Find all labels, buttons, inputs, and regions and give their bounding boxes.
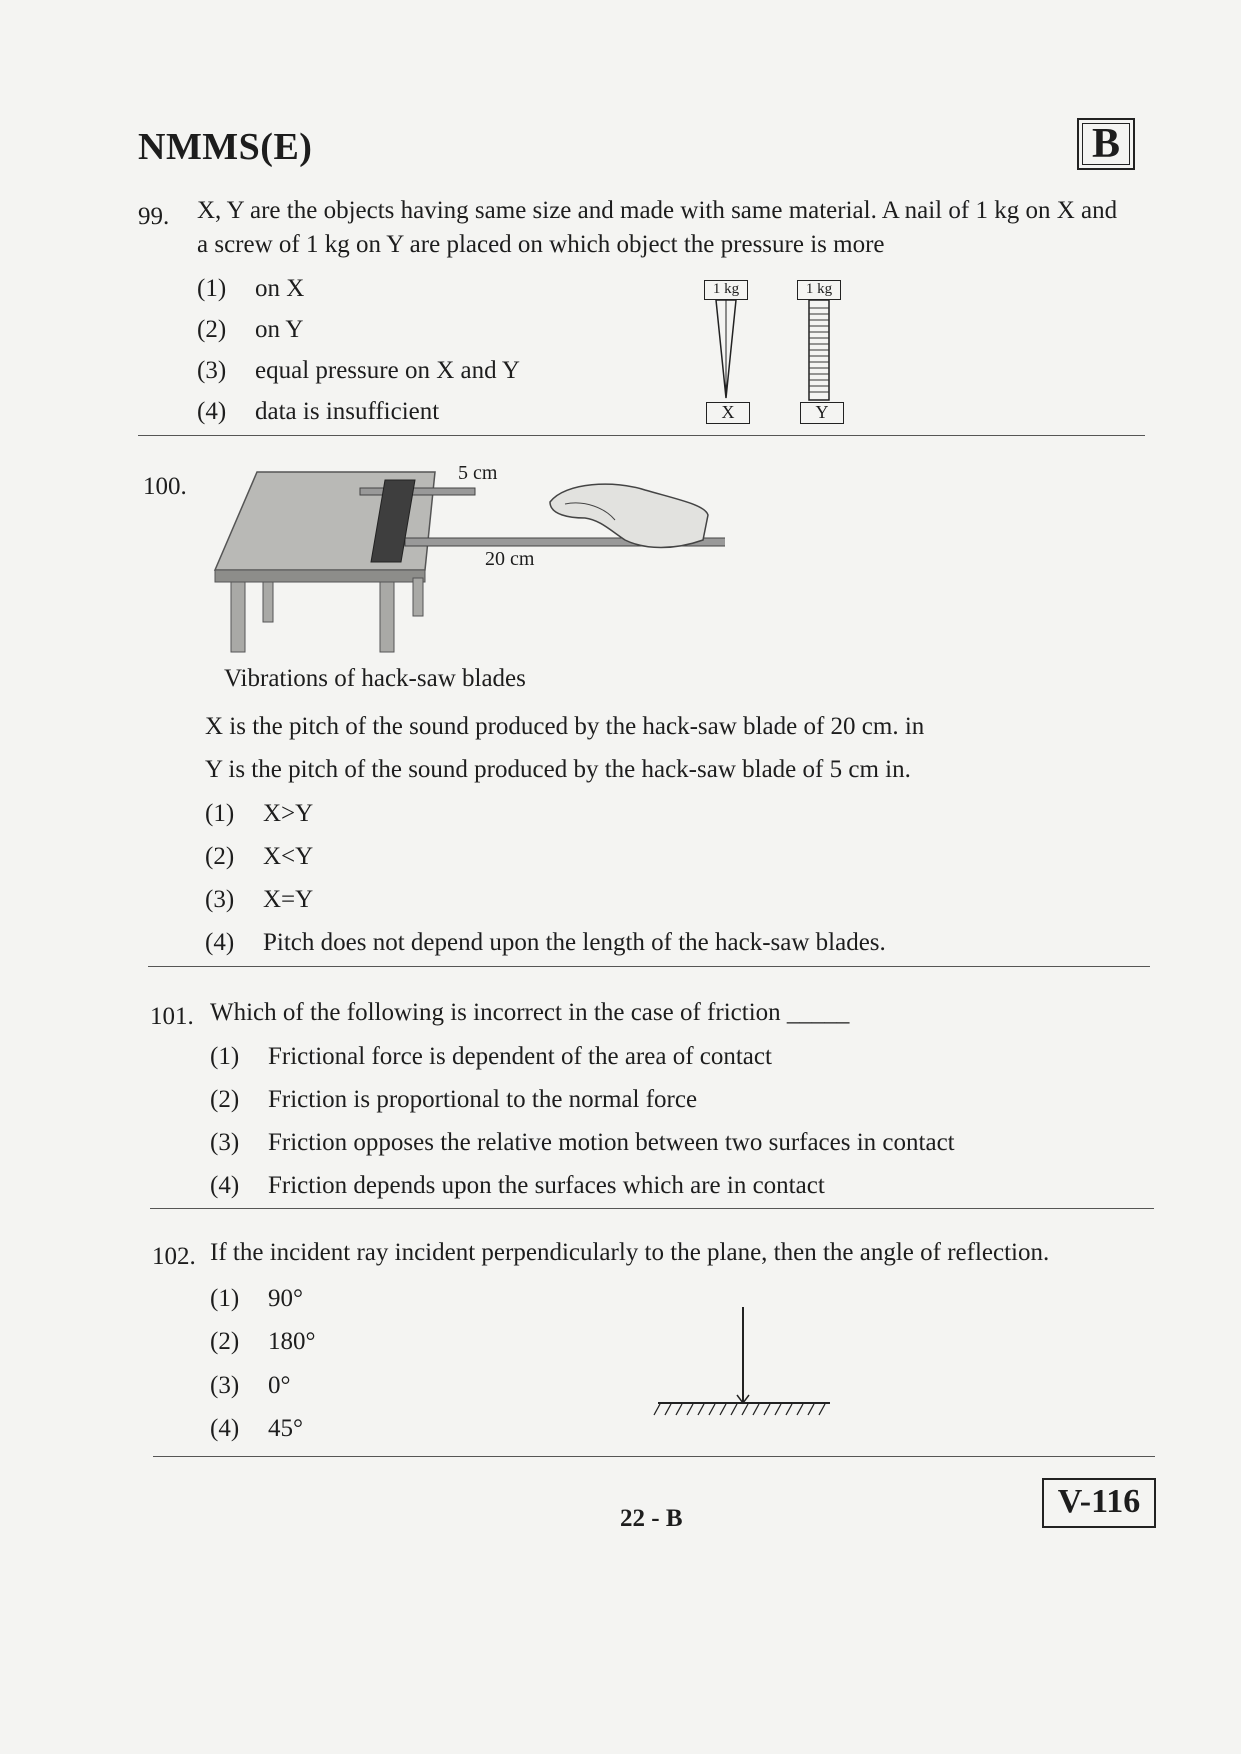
- question-102-number: 102.: [152, 1243, 196, 1270]
- question-100-line-1: X is the pitch of the sound produced by the hack-saw blade of 20 cm. in: [205, 713, 925, 740]
- long-blade-length: 20 cm: [485, 548, 535, 570]
- hacksaw-table-figure: [205, 460, 725, 660]
- page-number: 22 - B: [620, 1505, 683, 1532]
- question-100-line-2: Y is the pitch of the sound produced by the hack-saw blade of 5 cm in.: [205, 756, 911, 783]
- short-blade-length: 5 cm: [458, 462, 498, 484]
- divider-102: [153, 1456, 1155, 1457]
- question-102-option-2[interactable]: (2) 180°: [210, 1328, 316, 1355]
- nail-weight-label: 1 kg: [704, 280, 748, 300]
- object-y-box: Y: [800, 402, 844, 424]
- question-99-line-2: a screw of 1 kg on Y are placed on which object the pressure is more: [197, 231, 885, 258]
- exam-title: NMMS(E): [138, 126, 313, 168]
- object-x-box: X: [706, 402, 750, 424]
- question-100-option-1[interactable]: (1) X>Y: [205, 800, 314, 827]
- question-102-option-4[interactable]: (4) 45°: [210, 1415, 303, 1442]
- question-102-option-1[interactable]: (1) 90°: [210, 1285, 303, 1312]
- set-code-box: B: [1077, 118, 1135, 170]
- question-101-option-4[interactable]: (4) Friction depends upon the surfaces which are in contact: [210, 1172, 825, 1199]
- question-101-number: 101.: [150, 1003, 194, 1030]
- question-99-option-3[interactable]: (3) equal pressure on X and Y: [197, 357, 520, 384]
- question-99-option-1[interactable]: (1) on X: [197, 275, 305, 302]
- divider-101: [150, 1208, 1154, 1209]
- figure-caption: Vibrations of hack-saw blades: [224, 665, 526, 692]
- question-100-number: 100.: [143, 473, 187, 500]
- question-99-line-1: X, Y are the objects having same size and made with same material. A nail of 1 kg on X and: [197, 197, 1118, 224]
- question-101-option-2[interactable]: (2) Friction is proportional to the normal force: [210, 1086, 698, 1113]
- screw-weight-label: 1 kg: [797, 280, 841, 300]
- nail-screw-figure: [700, 298, 850, 408]
- screw-icon: [809, 300, 829, 400]
- question-100-option-4[interactable]: (4) Pitch does not depend upon the length of the hack-saw blades.: [205, 929, 886, 956]
- question-99-option-2[interactable]: (2) on Y: [197, 316, 304, 343]
- question-101-line-1: Which of the following is incorrect in the case of friction _____: [210, 999, 850, 1026]
- question-99-number: 99.: [138, 203, 170, 230]
- divider-99: [138, 435, 1145, 436]
- hatching: [654, 1404, 825, 1415]
- short-blade: [360, 488, 475, 495]
- question-102-line-1: If the incident ray incident perpendicularly to the plane, then the angle of reflection.: [210, 1239, 1050, 1266]
- question-101-option-3[interactable]: (3) Friction opposes the relative motion between two surfaces in contact: [210, 1129, 955, 1156]
- question-99-option-4[interactable]: (4) data is insufficient: [197, 398, 440, 425]
- question-100-option-3[interactable]: (3) X=Y: [205, 886, 314, 913]
- paper-code-box: V-116: [1042, 1478, 1156, 1528]
- question-102-option-3[interactable]: (3) 0°: [210, 1372, 291, 1399]
- question-101-option-1[interactable]: (1) Frictional force is dependent of the area of contact: [210, 1043, 772, 1070]
- incident-ray-figure: [650, 1305, 835, 1425]
- divider-100: [148, 966, 1150, 967]
- question-100-option-2[interactable]: (2) X<Y: [205, 843, 314, 870]
